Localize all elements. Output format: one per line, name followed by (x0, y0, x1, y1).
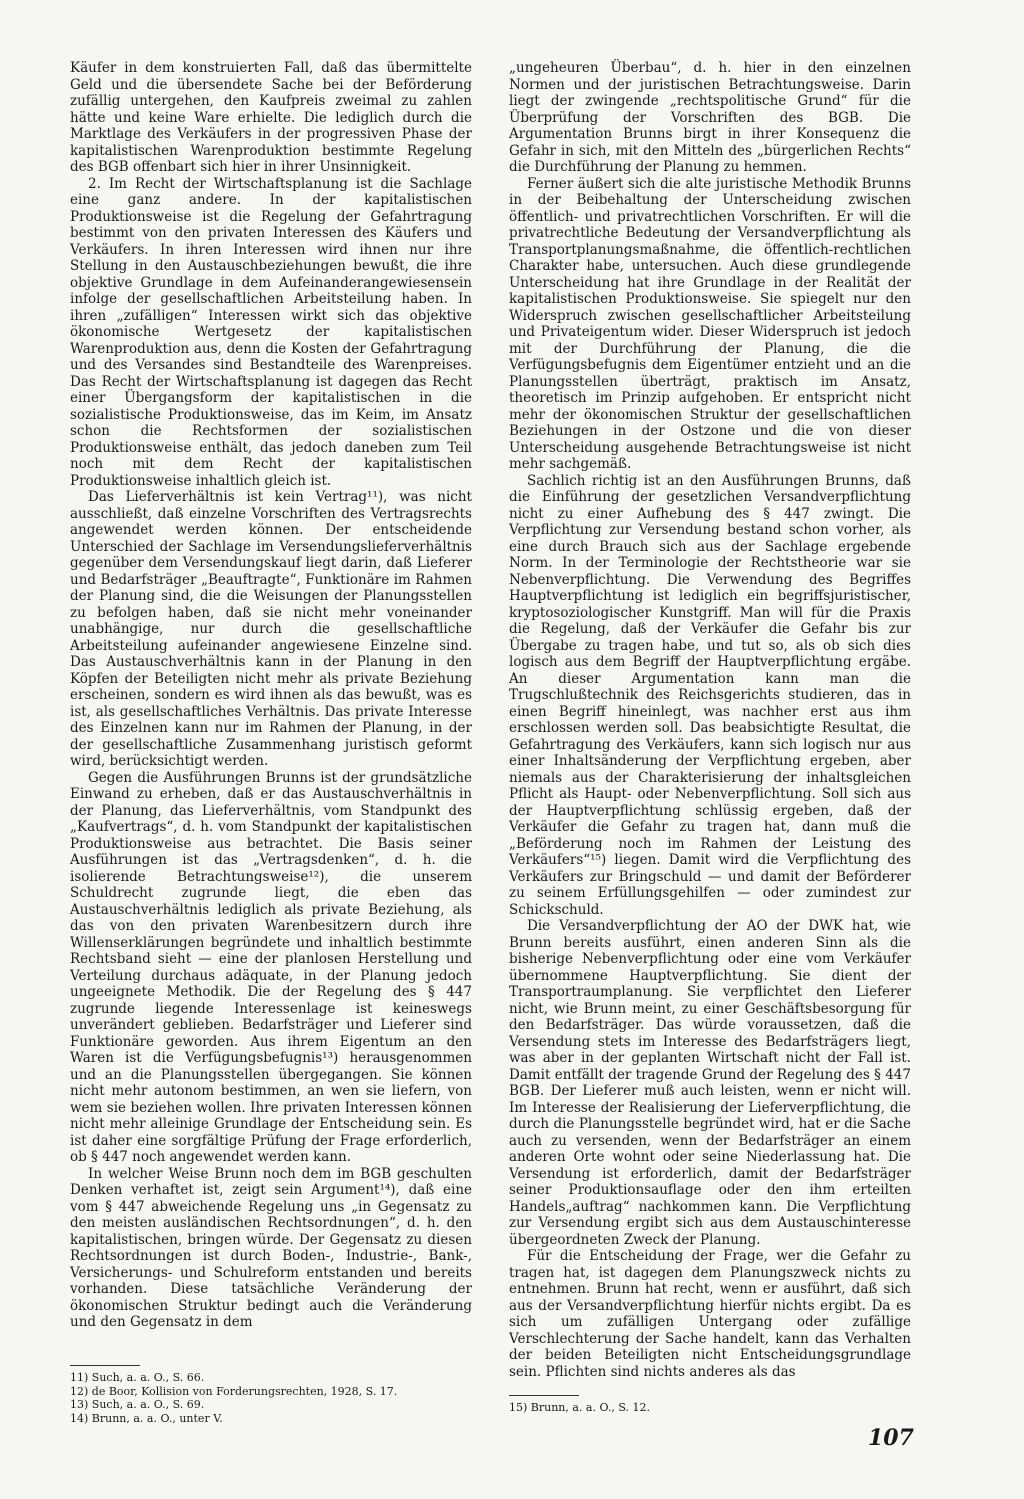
footnote: 12) de Boor, Kollision von Forderungsrechten, 1928, S. 17. (70, 1384, 398, 1398)
footnote-divider (70, 1365, 140, 1366)
right-column (509, 60, 911, 1380)
footnotes-left (70, 1365, 472, 1425)
footnote-divider (509, 1395, 579, 1396)
paragraph: 2. Im Recht der Wirtschaftsplanung ist die Sachlage eine ganz andere. In der kapitalistischen Produktionsweise ist die Regelung der Gefahrtragung bestimmt von den privaten Interessen des Käufers und Verkäufers. In ihren Interessen wird ihnen nur ihre Stellung in den Austauschbeziehungen bewußt, die ihre objektive Grundlage in dem Aufeinanderangewiesensein infolge der gesellschaftlichen Arbeitsteilung haben. In ihren „zufälligen“ Interessen wirkt sich das objektive ökonomische Wertgesetz der kapitalistischen Warenproduktion aus, denn die Kosten der Gefahrtragung und des Versandes sind Bestandteile des Warenpreises. Das Recht der Wirtschaftsplanung ist dagegen das Recht einer Übergangsform der kapitalistischen in die sozialistische Produktionsweise, das im Keim, im Ansatz schon die Rechtsformen der sozialistischen Produktionsweise enthält, das jedoch daneben zum Teil noch mit dem Recht der kapitalistischen Produktionsweise inhaltlich gleich ist. (70, 175, 472, 489)
footnote: 15) Brunn, a. a. O., S. 12. (509, 1401, 650, 1414)
paragraph: Das Lieferverhältnis ist kein Vertrag¹¹), was nicht ausschließt, daß einzelne Vorschriften des Vertragsrechts angewendet werden können. Der entscheidende Unterschied der Sachlage im Versendungslieferverhältnis gegenüber dem Versendungskauf liegt darin, daß Lieferer und Bedarfsträger „Beauftragte“, Funktionäre im Rahmen der Planung sind, die die Weisungen der Planungsstellen zu befolgen haben, daß sie nicht mehr voneinander unabhängige, nur durch die gesellschaftliche Arbeitsteilung aufeinander angewiesene Einzelne sind. Das Austauschverhältnis kann in der Planung in den Köpfen der Beteiligten nicht mehr als private Beziehung erscheinen, sondern es wird ihnen als das bewußt, was es ist, als gesellschaftliches Verhältnis. Das private Interesse des Einzelnen kann nur im Rahmen der Planung, in der der gesellschaftliche Zusammenhang juristisch geformt wird, berücksichtigt werden. (70, 489, 472, 769)
paragraph: Für die Entscheidung der Frage, wer die Gefahr zu tragen hat, ist dagegen dem Planungszweck nichts zu entnehmen. Brunn hat recht, wenn er ausführt, daß sich aus der Versandverpflichtung hierfür nichts ergibt. Da es sich um zufälligen Untergang oder zufällige Verschlechterung der Sache handelt, kann das Verhalten der beiden Beteiligten nicht Entscheidungsgrundlage sein. Pflichten sind nichts anderes als das (509, 1248, 911, 1380)
left-column (70, 60, 472, 1331)
paragraph: Sachlich richtig ist an den Ausführungen Brunns, daß die Einführung der gesetzlichen Versandverpflichtung nicht zu einer Aufhebung des § 447 zwingt. Die Verpflichtung zur Versendung bestand schon vorher, als eine durch Brauch sich aus der Sachlage ergebende Norm. In der Terminologie der Rechtstheorie war sie Nebenverpflichtung. Die Verwendung des Begriffes Hauptverpflichtung ist lediglich ein begriffsjuristischer, kryptosoziologischer Kunstgriff. Man will für die Praxis die Regelung, daß der Verkäufer die Gefahr bis zur Übergabe zu tragen habe, und tut so, als ob sich dies logisch aus dem Begriff der Hauptverpflichtung ergäbe. An dieser Argumentation kann man die Trugschlußtechnik des Reichsgerichts studieren, das in einen Begriff hineinlegt, was nachher erst aus ihm erschlossen werden soll. Das beabsichtigte Resultat, die Gefahrtragung des Verkäufers, kann sich logisch nur aus einer Inhaltsänderung der Verpflichtung ergeben, aber niemals aus der Charakterisierung der inhaltsgleichen Pflicht als Haupt- oder Nebenverpflichtung. Soll sich aus der Hauptverpflichtung schlüssig ergeben, daß der Verkäufer die Gefahr zu tragen hat, dann muß die „Beförderung noch im Rahmen der Leistung des Verkäufers“¹⁵) liegen. Damit wird die Verpflichtung des Verkäufers zur Bringschuld — und damit der Beförderer zu seinem Erfüllungsgehilfen — oder zumindest zur Schickschuld. (509, 472, 911, 918)
paragraph: In welcher Weise Brunn noch dem im BGB geschulten Denken verhaftet ist, zeigt sein Argument¹⁴), daß eine vom § 447 abweichende Regelung uns „in Gegensatz zu den meisten ausländischen Rechtsordnungen“, d. h. den kapitalistischen, bringen würde. Der Gegensatz zu diesen Rechtsordnungen ist durch Boden-, Industrie-, Bank-, Versicherungs- und Schulreform entstanden und bereits vorhanden. Diese tatsächliche Veränderung der ökonomischen Struktur bedingt auch die Veränderung und den Gegensatz in dem (70, 1165, 472, 1330)
footnote: 14) Brunn, a. a. O., unter V. (70, 1411, 223, 1425)
paragraph: „ungeheuren Überbau“, d. h. hier in den einzelnen Normen und der juristischen Betrachtungsweise. Darin liegt der zwingende „rechtspolitische Grund“ für die Überprüfung der Vorschriften des BGB. Die Argumentation Brunns birgt in ihrer Konsequenz die Gefahr in sich, mit den Mitteln des „bürgerlichen Rechts“ die Durchführung der Planung zu hemmen. (509, 60, 911, 175)
paragraph: Gegen die Ausführungen Brunns ist der grundsätzliche Einwand zu erheben, daß er das Austauschverhältnis in der Planung, das Lieferverhältnis, vom Standpunkt des „Kaufvertrags“, d. h. vom Standpunkt der kapitalistischen Produktionsweise aus betrachtet. Die Basis seiner Ausführungen ist das „Vertragsdenken“, d. h. die isolierende Betrachtungsweise¹²), die unserem Schuldrecht zugrunde liegt, die eben das Austauschverhältnis lediglich als private Beziehung, als das von den privaten Warenbesitzern durch ihre Willenserklärungen begründete und inhaltlich bestimmte Rechtsband sieht — eine der planlosen Herstellung und Verteilung durchaus adäquate, in der Planung jedoch ungeeignete Methodik. Die der Regelung des § 447 zugrunde liegende Interessenlage ist keineswegs unverändert geblieben. Bedarfsträger und Lieferer sind Funktionäre geworden. Aus ihrem Eigentum an den Waren ist die Verfügungsbefugnis¹³) herausgenommen und an die Planungsstellen übergegangen. Sie können nicht mehr autonom bestimmen, an wen sie liefern, von wem sie beziehen wollen. Ihre privaten Interessen können nicht mehr alleinige Grundlage der Entscheidung sein. Es ist daher eine sorgfältige Prüfung der Frage erforderlich, ob § 447 noch angewendet werden kann. (70, 769, 472, 1165)
paragraph: Die Versandverpflichtung der AO der DWK hat, wie Brunn bereits ausführt, einen anderen Sinn als die bisherige Nebenverpflichtung oder eine vom Verkäufer übernommene Hauptverpflichtung. Sie dient der Transportraumplanung. Sie verpflichtet den Lieferer nicht, wie Brunn meint, zu einer Geschäftsbesorgung für den Bedarfsträger. Das würde voraussetzen, daß die Versendung stets im Interesse des Bedarfsträgers liegt, was aber in der geplanten Wirtschaft nicht der Fall ist. Damit entfällt der tragende Grund der Regelung des § 447 BGB. Der Lieferer muß auch leisten, wenn er nicht will. Im Interesse der Realisierung der Lieferverpflichtung, die durch die Planungsstelle begründet wird, hat er die Sache auch zu versenden, wenn der Bedarfsträger an einem anderen Orte wohnt oder seine Niederlassung hat. Die Versendung ist erforderlich, damit der Bedarfsträger seiner Produktionsauflage oder den ihm erteilten Handels„auftrag“ nachkommen kann. Die Verpflichtung zur Versendung ergibt sich aus dem Austauschinteresse übergeordneten Zweck der Planung. (509, 918, 911, 1248)
paragraph: Käufer in dem konstruierten Fall, daß das übermittelte Geld und die übersendete Sache bei der Beförderung zufällig untergehen, den Kaufpreis zweimal zu zahlen hätte und keine Ware erhielte. Die lediglich durch die Marktlage des Verkäufers in der progressiven Phase der kapitalistischen Warenproduktion bestimmte Regelung des BGB offenbart sich hier in ihrer Unsinnigkeit. (70, 60, 472, 175)
page-number: 107 (868, 1425, 914, 1451)
footnotes-right (509, 1395, 911, 1415)
footnote: 13) Such, a. a. O., S. 69. (70, 1398, 205, 1411)
footnote: 11) Such, a. a. O., S. 66. (70, 1371, 205, 1384)
paragraph: Ferner äußert sich die alte juristische Methodik Brunns in der Beibehaltung der Unterscheidung zwischen öffentlich- und privatrechtlichen Vorschriften. Er will die privatrechtliche Bedeutung der Versandverpflichtung als Transportplanungsmaßnahme, die öffentlich-rechtlichen Charakter habe, untersuchen. Auch diese grundlegende Unterscheidung hat ihre Grundlage in der Realität der kapitalistischen Produktionsweise. Sie spiegelt nur den Widerspruch zwischen gesellschaftlicher Arbeitsteilung und Privateigentum wider. Dieser Widerspruch ist jedoch mit der Durchführung der Planung, die die Verfügungsbefugnis dem Eigentümer entzieht und an die Planungsstellen überträgt, praktisch im Ansatz, theoretisch im Prinzip aufgehoben. Er entspricht nicht mehr der ökonomischen Struktur der gesellschaftlichen Beziehungen in der Ostzone und die von dieser Unterscheidung ausgehende Betrachtungsweise ist nicht mehr sachgemäß. (509, 175, 911, 472)
